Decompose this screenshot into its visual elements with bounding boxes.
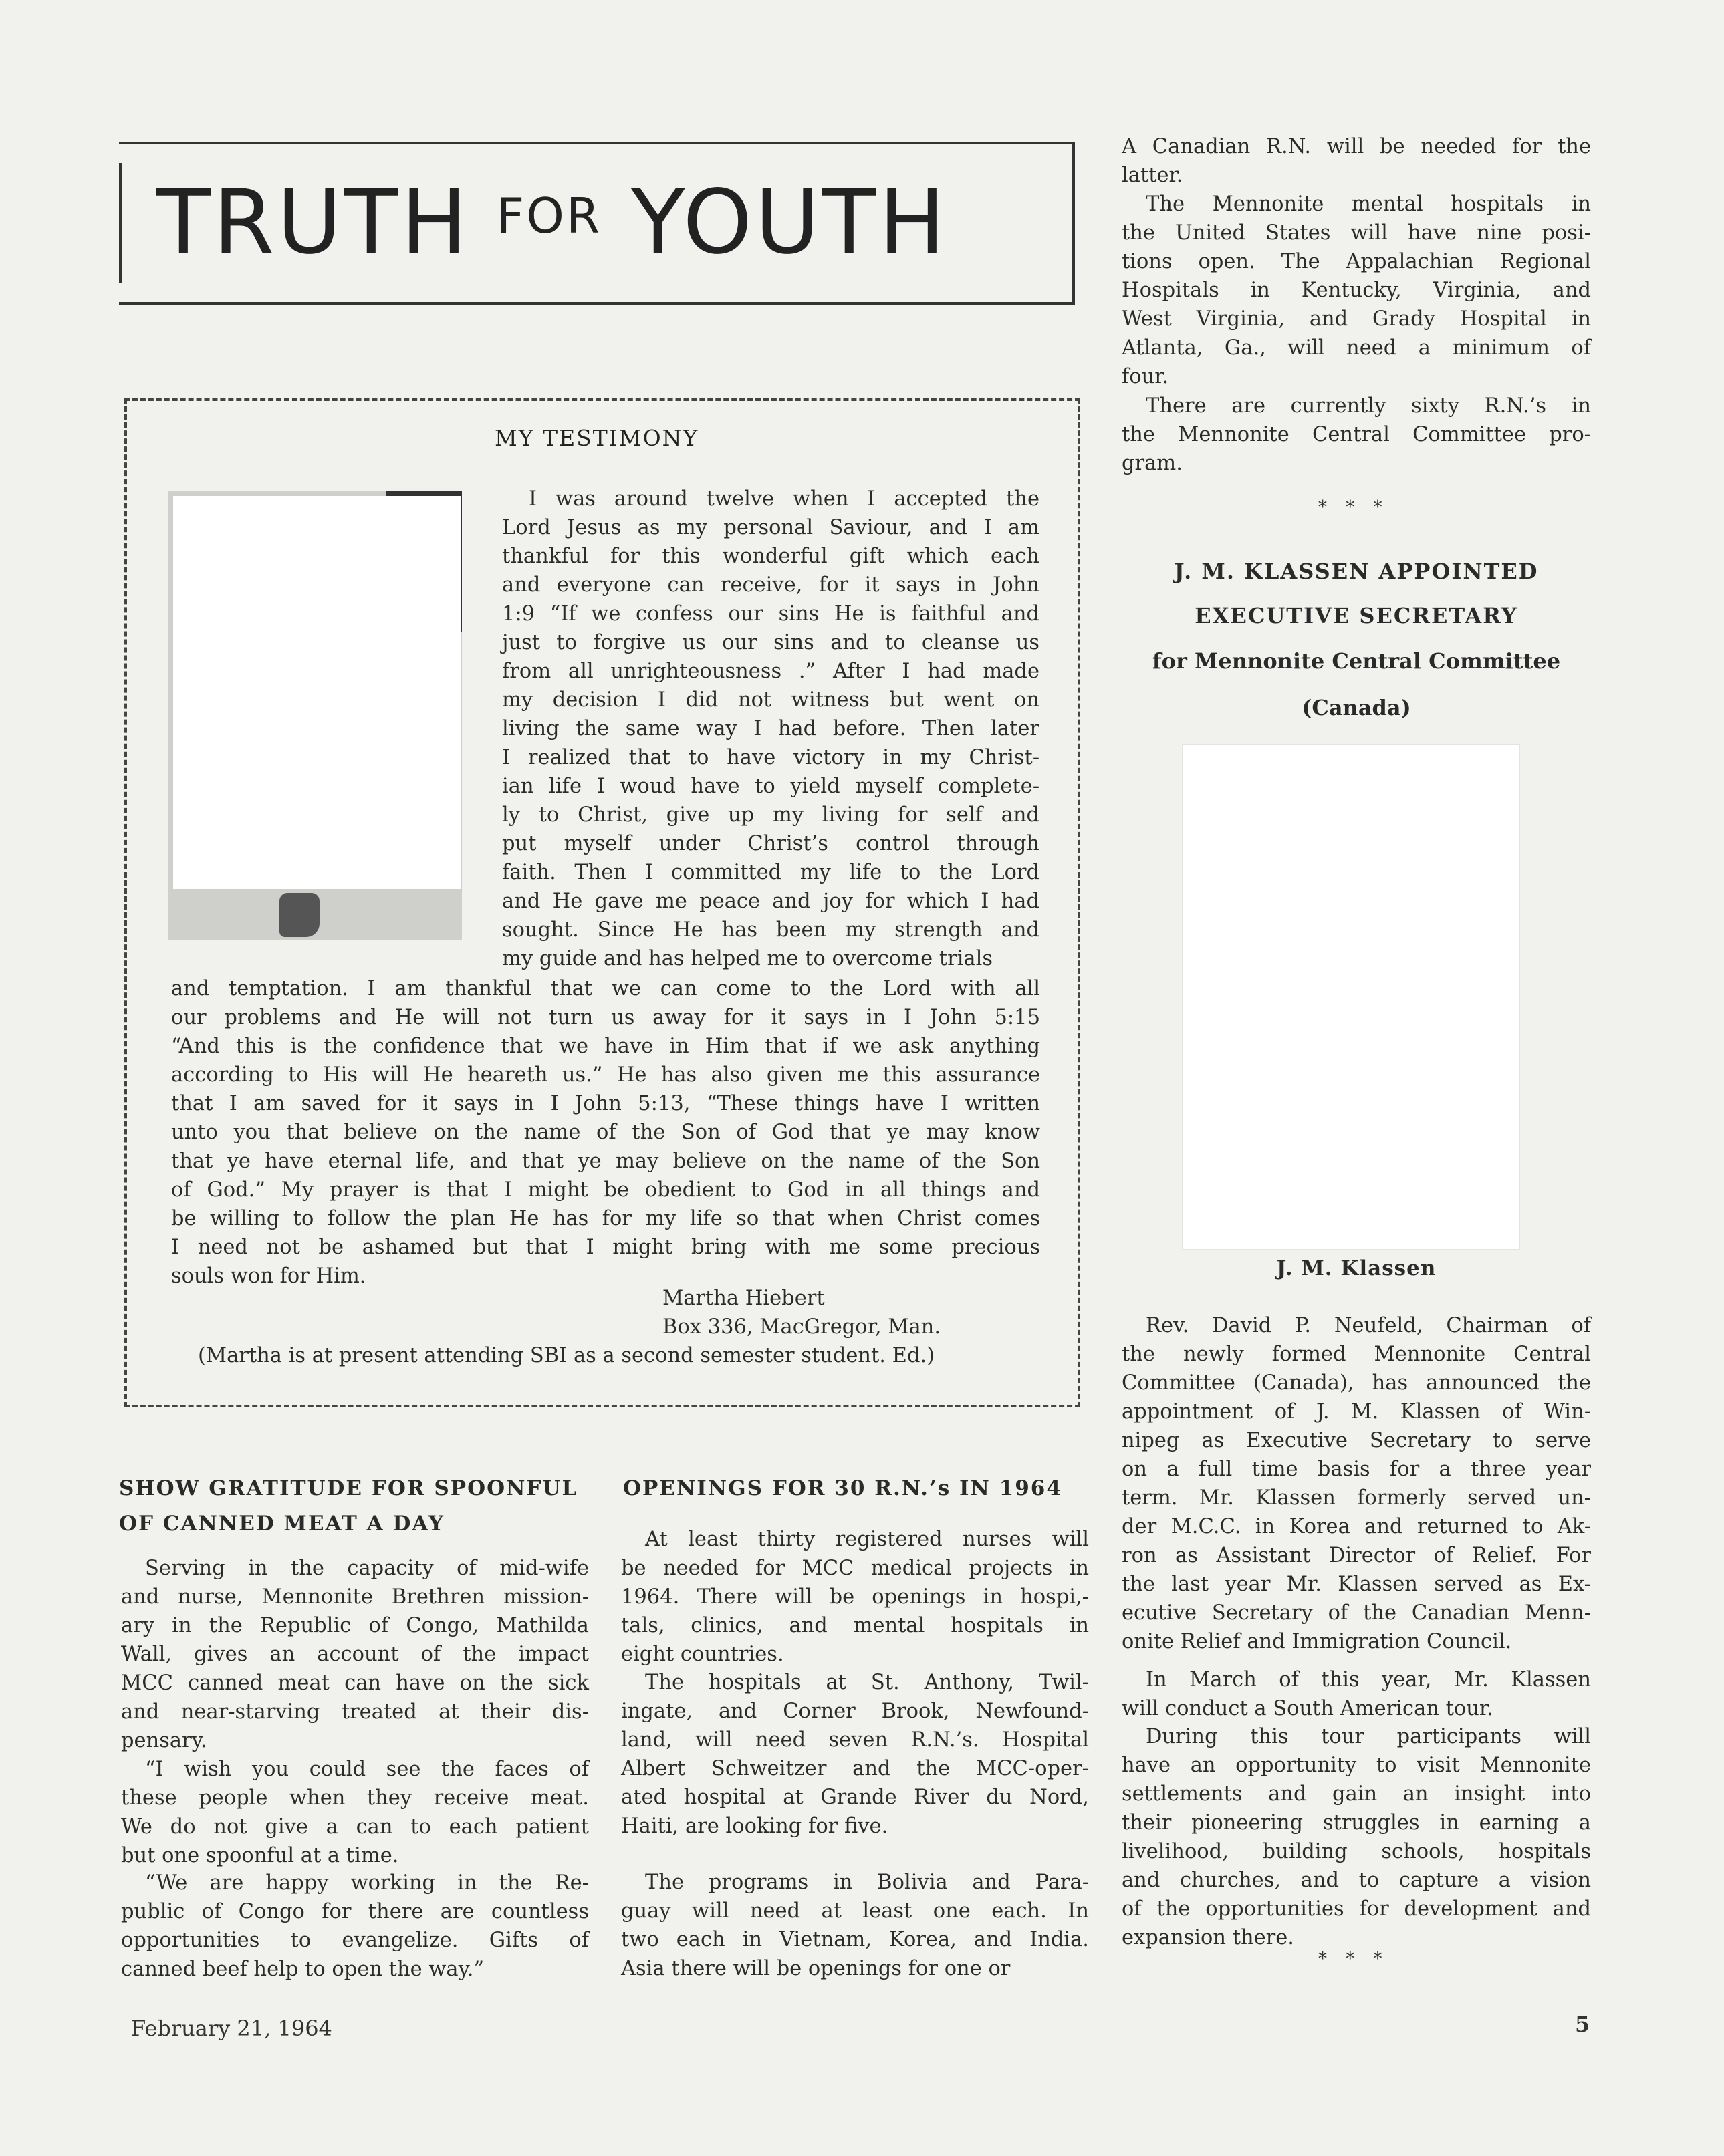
- text-line: the last year Mr. Klassen served as Ex-: [1122, 1573, 1591, 1596]
- text-line: and He gave me peace and joy for which I had: [502, 890, 1039, 913]
- text-line: pensary.: [121, 1729, 207, 1752]
- gratitude-paragraph-1: [121, 1554, 589, 1755]
- text-line: and churches, and to capture a vision: [1122, 1869, 1591, 1892]
- text-line: ian life I woud have to yield myself complete-: [502, 775, 1039, 798]
- testimony-heading: MY TESTIMONY: [495, 425, 699, 451]
- text-line: The Mennonite mental hospitals in: [1146, 192, 1591, 216]
- text-line: “I wish you could see the faces of: [145, 1758, 589, 1781]
- text-line: guay will need at least one each. In: [621, 1899, 1089, 1923]
- text-line: four.: [1122, 365, 1169, 388]
- text-line: canned beef help to open the way.”: [121, 1958, 485, 1981]
- text-line: appointment of J. M. Klassen of Win-: [1122, 1400, 1591, 1424]
- masthead-left-rule: [119, 163, 122, 283]
- masthead-word-youth: YOUTH: [630, 171, 948, 274]
- text-line: our problems and He will not turn us away for it says in I John 5:15: [171, 1006, 1040, 1029]
- text-line: the Mennonite Central Committee pro-: [1122, 423, 1591, 446]
- text-line: “And this is the confidence that we have in Him that if we ask anything: [171, 1035, 1040, 1058]
- masthead-word-for: FOR: [496, 188, 602, 244]
- text-line: der M.C.C. in Korea and returned to Ak-: [1122, 1515, 1591, 1538]
- openings-paragraph-2: [621, 1668, 1089, 1841]
- text-line: There are currently sixty R.N.’s in: [1146, 394, 1591, 418]
- testimony-wrapped-text: [502, 485, 1039, 973]
- masthead-word-truth: TRUTH: [156, 171, 470, 274]
- text-line: term. Mr. Klassen formerly served un-: [1122, 1486, 1591, 1510]
- text-line: We do not give a can to each patient: [121, 1815, 589, 1839]
- text-line: will conduct a South American tour.: [1122, 1697, 1493, 1720]
- text-line: of God.” My prayer is that I might be obedient to God in all things and: [171, 1178, 1040, 1202]
- section-divider-stars: * * *: [1318, 497, 1389, 517]
- text-line: be willing to follow the plan He has for my life so that when Christ comes: [171, 1207, 1040, 1230]
- text-line: that ye have eternal life, and that ye may believe on the name of the Son: [171, 1150, 1040, 1173]
- klassen-portrait-redacted: [1182, 744, 1520, 1250]
- text-line: on a full time basis for a three year: [1122, 1458, 1591, 1481]
- text-line: Hospitals in Kentucky, Virginia, and: [1122, 279, 1591, 302]
- text-line: unto you that believe on the name of the Son of God that ye may know: [171, 1121, 1040, 1144]
- masthead-title: [156, 171, 1079, 274]
- openings-heading: OPENINGS FOR 30 R.N.’s IN 1964: [623, 1476, 1062, 1500]
- text-line: be needed for MCC medical projects in: [621, 1557, 1089, 1580]
- text-line: and nurse, Mennonite Brethren mission-: [121, 1585, 589, 1609]
- text-line: of the opportunities for development and: [1122, 1897, 1591, 1921]
- text-line: MCC canned meat can have on the sick: [121, 1671, 589, 1695]
- openings-paragraph-3: [621, 1868, 1089, 1983]
- gratitude-paragraph-2: [121, 1755, 589, 1870]
- text-line: livelihood, building schools, hospitals: [1122, 1840, 1591, 1863]
- klassen-paragraph-3: [1122, 1722, 1591, 1952]
- text-line: the United States will have nine posi-: [1122, 221, 1591, 245]
- gratitude-heading-line1: SHOW GRATITUDE FOR SPOONFUL: [119, 1476, 578, 1500]
- openings-paragraph-1: [621, 1525, 1089, 1669]
- openings-continued-2: [1122, 190, 1591, 391]
- text-line: and near-starving treated at their dis-: [121, 1700, 589, 1724]
- text-line: public of Congo for there are countless: [121, 1900, 589, 1923]
- text-line: my decision I did not witness but went on: [502, 688, 1039, 712]
- text-line: Asia there will be openings for one or: [621, 1957, 1011, 1980]
- text-line: two each in Vietnam, Korea, and India.: [621, 1928, 1089, 1951]
- text-line: During this tour participants will: [1146, 1725, 1591, 1748]
- page-number: 5: [1575, 2012, 1590, 2037]
- text-line: 1:9 “If we confess our sins He is faithful and: [502, 602, 1039, 626]
- text-line: nipeg as Executive Secretary to serve: [1122, 1429, 1591, 1452]
- text-line: In March of this year, Mr. Klassen: [1146, 1668, 1591, 1692]
- text-line: “We are happy working in the Re-: [145, 1871, 589, 1895]
- text-line: ated hospital at Grande River du Nord,: [621, 1786, 1089, 1809]
- klassen-paragraph-2: [1122, 1665, 1591, 1723]
- klassen-heading-line4: (Canada): [1302, 695, 1411, 720]
- text-line: souls won for Him.: [171, 1264, 366, 1288]
- klassen-paragraph-1: [1122, 1311, 1591, 1656]
- testimony-signature-name: Martha Hiebert: [662, 1287, 825, 1310]
- text-line: eight countries.: [621, 1643, 784, 1666]
- footer-date: February 21, 1964: [131, 2016, 332, 2041]
- text-line: settlements and gain an insight into: [1122, 1782, 1591, 1806]
- text-line: ly to Christ, give up my living for self and: [502, 803, 1039, 827]
- text-line: Wall, gives an account of the impact: [121, 1643, 589, 1666]
- text-line: Serving in the capacity of mid-wife: [145, 1557, 589, 1580]
- text-line: ary in the Republic of Congo, Mathilda: [121, 1614, 589, 1637]
- testimony-full-text: [171, 974, 1040, 1291]
- klassen-photo-caption: J. M. Klassen: [1276, 1256, 1437, 1281]
- text-line: faith. Then I committed my life to the Lord: [502, 861, 1039, 884]
- text-line: these people when they receive meat.: [121, 1786, 589, 1810]
- text-line: but one spoonful at a time.: [121, 1844, 399, 1867]
- text-line: ingate, and Corner Brook, Newfound-: [621, 1700, 1089, 1723]
- text-line: expansion there.: [1122, 1926, 1294, 1949]
- gratitude-paragraph-3: [121, 1869, 589, 1984]
- text-line: At least thirty registered nurses will: [645, 1528, 1089, 1551]
- text-line: that I am saved for it says in I John 5:13, “These things have I written: [171, 1092, 1040, 1115]
- text-line: thankful for this wonderful gift which each: [502, 545, 1039, 568]
- klassen-heading-line3: for Mennonite Central Committee: [1152, 648, 1561, 674]
- text-line: Haiti, are looking for five.: [621, 1814, 888, 1838]
- text-line: ron as Assistant Director of Relief. For: [1122, 1544, 1591, 1567]
- text-line: opportunities to evangelize. Gifts of: [121, 1929, 589, 1952]
- openings-continued-1: [1122, 132, 1591, 190]
- text-line: just to forgive us our sins and to cleanse us: [502, 631, 1039, 654]
- text-line: have an opportunity to visit Mennonite: [1122, 1754, 1591, 1777]
- klassen-heading-line1: J. M. KLASSEN APPOINTED: [1174, 559, 1539, 584]
- text-line: A Canadian R.N. will be needed for the: [1122, 135, 1591, 158]
- text-line: land, will need seven R.N.’s. Hospital: [621, 1728, 1089, 1752]
- text-line: West Virginia, and Grady Hospital in: [1122, 307, 1591, 331]
- text-line: I was around twelve when I accepted the: [529, 487, 1039, 511]
- text-line: and temptation. I am thankful that we can come to the Lord with all: [171, 977, 1040, 1000]
- text-line: Albert Schweitzer and the MCC-oper-: [621, 1757, 1089, 1780]
- text-line: their pioneering struggles in earning a: [1122, 1811, 1591, 1835]
- masthead: [119, 142, 1075, 305]
- text-line: and everyone can receive, for it says in John: [502, 573, 1039, 597]
- klassen-heading-line2: EXECUTIVE SECRETARY: [1195, 603, 1518, 628]
- text-line: The hospitals at St. Anthony, Twil-: [645, 1671, 1089, 1694]
- text-line: latter.: [1122, 164, 1183, 187]
- text-line: from all unrighteousness .” After I had made: [502, 660, 1039, 683]
- text-line: I need not be ashamed but that I might bring with me some precious: [171, 1236, 1040, 1259]
- text-line: tions open. The Appalachian Regional: [1122, 250, 1591, 273]
- testimony-editor-note: (Martha is at present attending SBI as a second semester student. Ed.): [198, 1344, 935, 1367]
- text-line: sought. Since He has been my strength and: [502, 918, 1039, 942]
- text-line: I realized that to have victory in my Christ-: [502, 746, 1039, 769]
- text-line: The programs in Bolivia and Para-: [645, 1871, 1089, 1894]
- text-line: Rev. David P. Neufeld, Chairman of: [1146, 1314, 1591, 1337]
- end-divider-stars: * * *: [1318, 1949, 1389, 1969]
- text-line: 1964. There will be openings in hospi,-: [621, 1585, 1089, 1609]
- text-line: put myself under Christ’s control through: [502, 832, 1039, 855]
- text-line: the newly formed Mennonite Central: [1122, 1343, 1591, 1366]
- testimony-photo-redacted: [173, 496, 461, 889]
- testimony-signature-address: Box 336, MacGregor, Man.: [662, 1315, 941, 1339]
- text-line: Committee (Canada), has announced the: [1122, 1371, 1591, 1395]
- text-line: Atlanta, Ga., will need a minimum of: [1122, 336, 1591, 360]
- gratitude-heading-line2: OF CANNED MEAT A DAY: [119, 1512, 445, 1536]
- text-line: Lord Jesus as my personal Saviour, and I am: [502, 516, 1039, 539]
- text-line: gram.: [1122, 452, 1183, 475]
- text-line: living the same way I had before. Then later: [502, 717, 1039, 740]
- text-line: ecutive Secretary of the Canadian Menn-: [1122, 1601, 1591, 1625]
- text-line: tals, clinics, and mental hospitals in: [621, 1614, 1089, 1637]
- openings-continued-3: [1122, 392, 1591, 478]
- text-line: my guide and has helped me to overcome trials: [502, 947, 993, 970]
- testimony-photo-detail: [279, 893, 320, 937]
- text-line: according to His will He heareth us.” He has also given me this assurance: [171, 1063, 1040, 1087]
- text-line: onite Relief and Immigration Council.: [1122, 1630, 1512, 1653]
